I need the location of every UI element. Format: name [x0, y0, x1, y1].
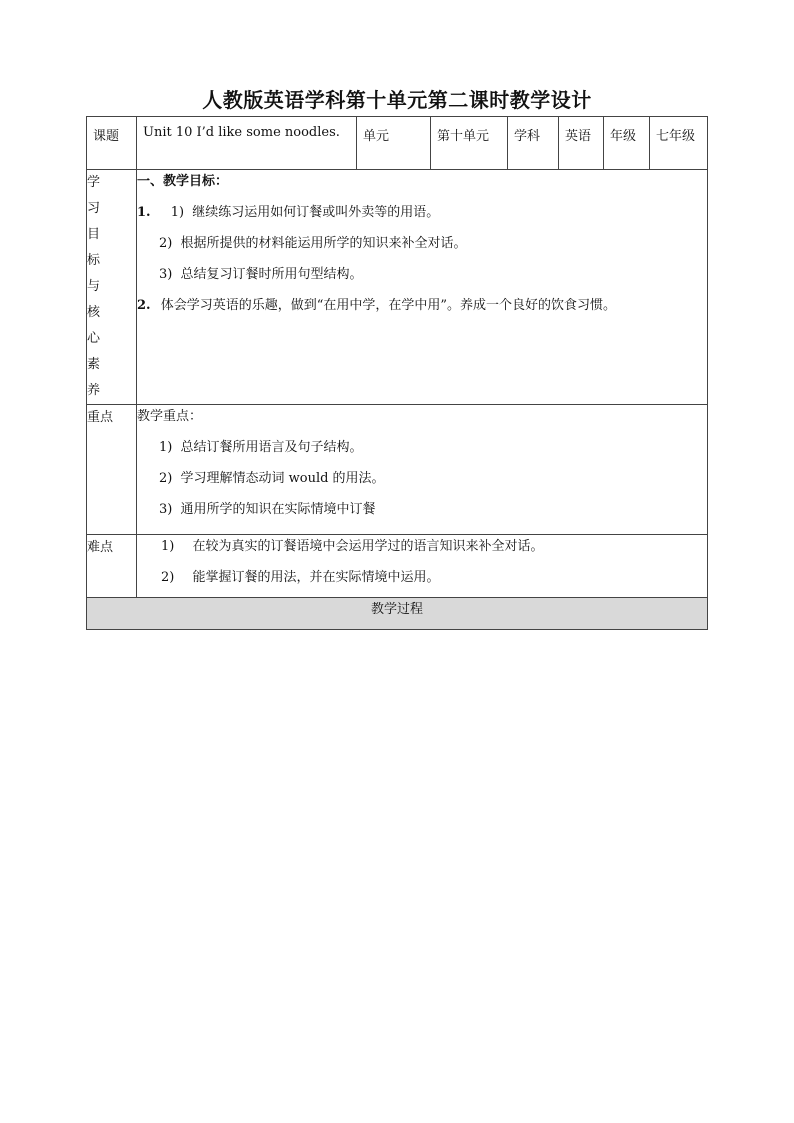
difficulty-item-2: [137, 566, 707, 597]
objectives-row: [87, 170, 708, 405]
objective-sub-3: [137, 263, 707, 294]
course-label: 课题: [87, 117, 137, 170]
keypoint-item-3-text: 通用所学的知识在实际情境中订餐: [180, 502, 376, 517]
objectives-heading: 一、教学目标：: [137, 174, 229, 189]
course-value: Unit 10 I’d like some noodles.: [137, 117, 357, 170]
difficulty-item-1: [137, 535, 707, 566]
keypoint-item-2-text: 学习理解情态动词 would 的用法。: [180, 471, 385, 486]
keypoint-item-1: [137, 436, 707, 467]
difficulties-label: 难点: [87, 535, 137, 598]
objective-sub-3-text: 总结复习订餐时所用句型结构。: [180, 267, 363, 282]
objectives-label: 学习目标与核心素养: [87, 175, 111, 398]
process-label: 教学过程: [87, 598, 708, 630]
keypoint-item-3: [137, 498, 707, 529]
objective-sub-1-number: 1): [170, 205, 185, 220]
objective-item-2: [137, 294, 707, 325]
keypoint-item-1-text: 总结订餐所用语言及句子结构。: [180, 440, 363, 455]
keypoint-item-3-number: 3): [159, 502, 173, 517]
difficulties-content: [137, 535, 708, 598]
objective-sub-2-text: 根据所提供的材料能运用所学的知识来补全对话。: [180, 236, 467, 251]
keypoint-item-2: [137, 467, 707, 498]
unit-value: 第十单元: [431, 117, 508, 170]
objective-item-2-number: 2.: [137, 298, 151, 313]
keypoints-content: [137, 405, 708, 535]
difficulty-item-1-text: 在较为真实的订餐语境中会运用学过的语言知识来补全对话。: [192, 539, 544, 554]
objective-sub-2: [137, 232, 707, 263]
keypoints-heading: 教学重点：: [137, 409, 203, 424]
subject-value: 英语: [559, 117, 604, 170]
unit-label: 单元: [357, 117, 431, 170]
difficulty-item-1-number: 1): [161, 539, 175, 554]
difficulty-item-2-number: 2): [161, 570, 175, 585]
objectives-content: [137, 170, 708, 405]
header-row: [87, 117, 708, 170]
objective-sub-2-number: 2): [159, 236, 173, 251]
objective-sub-3-number: 3): [159, 267, 173, 282]
keypoint-item-1-number: 1): [159, 440, 173, 455]
difficulties-row: [87, 535, 708, 598]
objective-sub-1-text: 继续练习运用如何订餐或叫外卖等的用语。: [192, 205, 440, 220]
process-row: [87, 598, 708, 630]
difficulty-item-2-text: 能掌握订餐的用法，并在实际情境中运用。: [192, 570, 440, 585]
lesson-plan-table: [86, 116, 708, 630]
keypoints-label: 重点: [87, 405, 137, 535]
page-title: 人教版英语学科第十单元第二课时教学设计: [202, 88, 592, 112]
subject-label: 学科: [508, 117, 559, 170]
keypoints-row: [87, 405, 708, 535]
objective-item-2-text: 体会学习英语的乐趣，做到“在用中学，在学中用”。养成一个良好的饮食习惯。: [160, 298, 617, 313]
objective-item-1: [137, 201, 707, 232]
keypoint-item-2-number: 2): [159, 471, 173, 486]
objective-item-1-number: 1.: [137, 205, 151, 220]
grade-label: 年级: [604, 117, 650, 170]
grade-value: 七年级: [650, 117, 708, 170]
